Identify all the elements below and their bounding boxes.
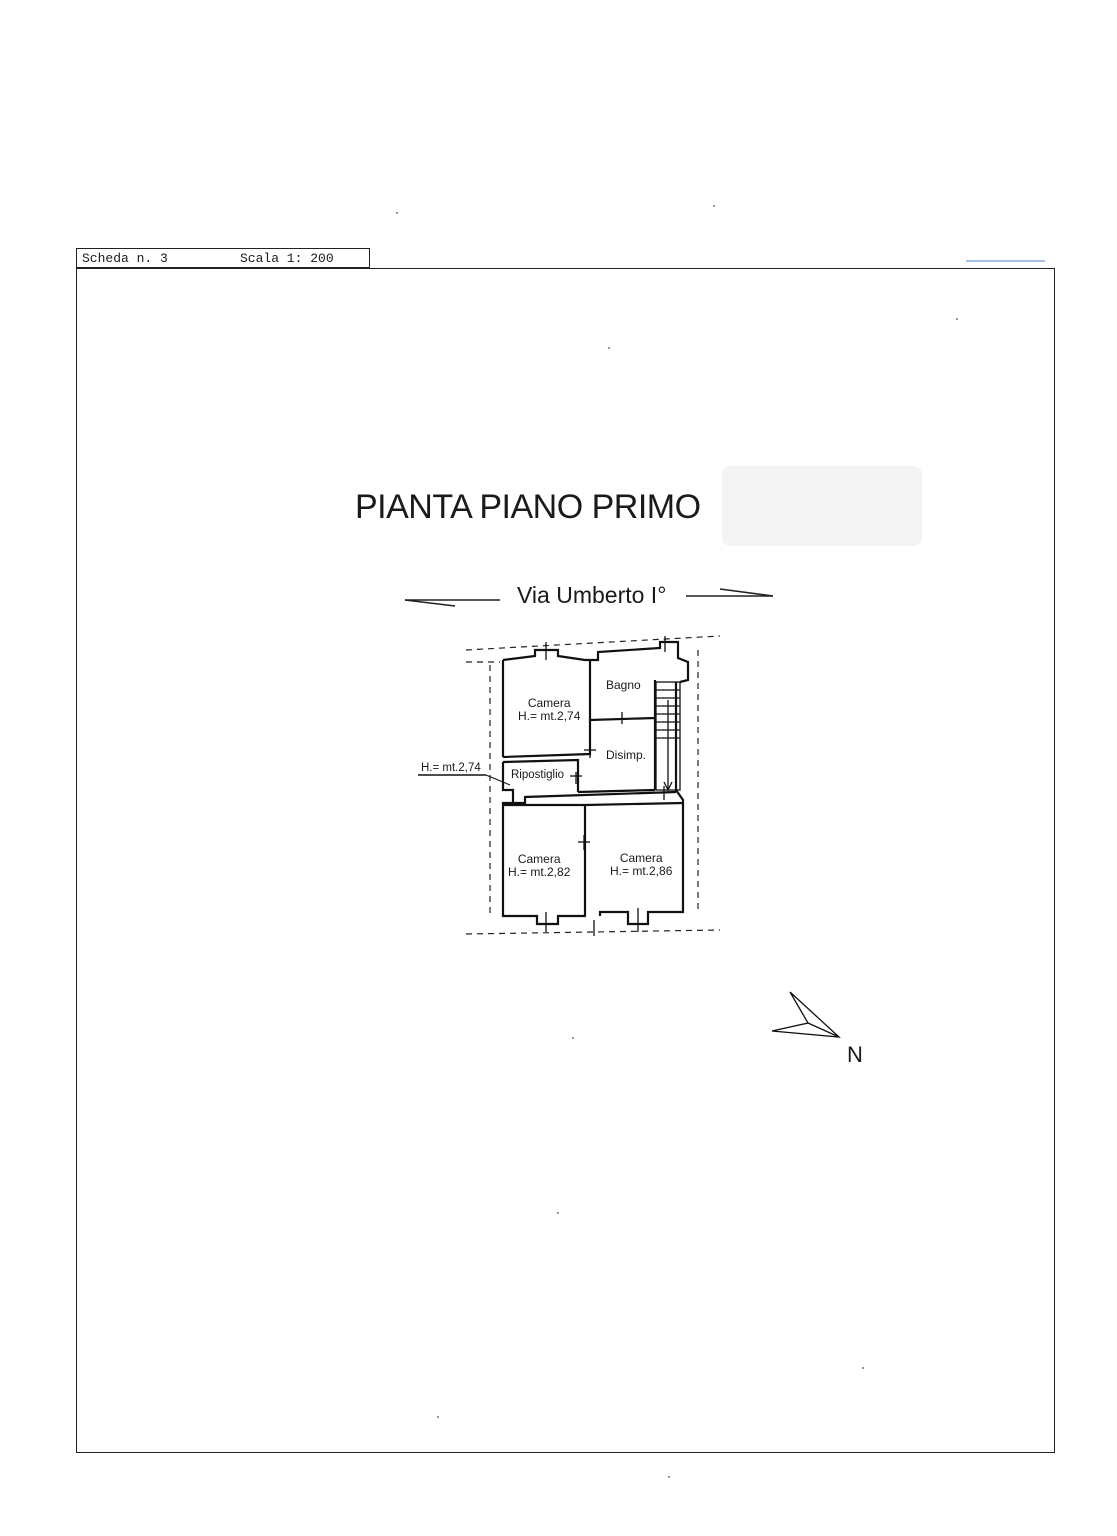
room-ripostiglio: Ripostiglio bbox=[511, 769, 565, 781]
room-height: H.= mt.2,74 bbox=[518, 709, 581, 723]
room-height: H.= mt.2,82 bbox=[508, 865, 571, 879]
room-bagno: Bagno bbox=[606, 678, 641, 692]
scan-speck bbox=[608, 347, 610, 349]
room-camera-2 bbox=[508, 853, 570, 879]
scan-speck bbox=[572, 1037, 574, 1039]
ripostiglio-height: H.= mt.2,74 bbox=[421, 762, 481, 774]
room-name: Camera bbox=[527, 696, 571, 710]
room-camera-1 bbox=[518, 697, 580, 723]
street-name: Via Umberto I° bbox=[517, 582, 667, 608]
street-arrows bbox=[405, 589, 773, 606]
scale-label: Scala 1: 200 bbox=[240, 251, 334, 266]
scan-speck bbox=[668, 1476, 670, 1478]
north-label: N bbox=[847, 1042, 863, 1067]
scan-speck bbox=[437, 1416, 439, 1418]
scan-speck bbox=[956, 318, 958, 320]
room-camera-3 bbox=[610, 852, 672, 878]
room-disimp: Disimp. bbox=[606, 748, 647, 762]
scan-speck bbox=[396, 212, 398, 214]
scan-speck bbox=[557, 1212, 559, 1214]
scan-speck bbox=[862, 1367, 864, 1369]
room-name: Camera bbox=[517, 852, 561, 866]
plan-title: PIANTA PIANO PRIMO bbox=[355, 488, 701, 526]
sheet-number: Scheda n. 3 bbox=[82, 251, 168, 266]
room-name: Camera bbox=[619, 851, 663, 865]
scan-speck bbox=[713, 205, 715, 207]
walls bbox=[503, 642, 688, 924]
north-arrow-icon bbox=[772, 992, 839, 1037]
room-height: H.= mt.2,86 bbox=[610, 864, 673, 878]
